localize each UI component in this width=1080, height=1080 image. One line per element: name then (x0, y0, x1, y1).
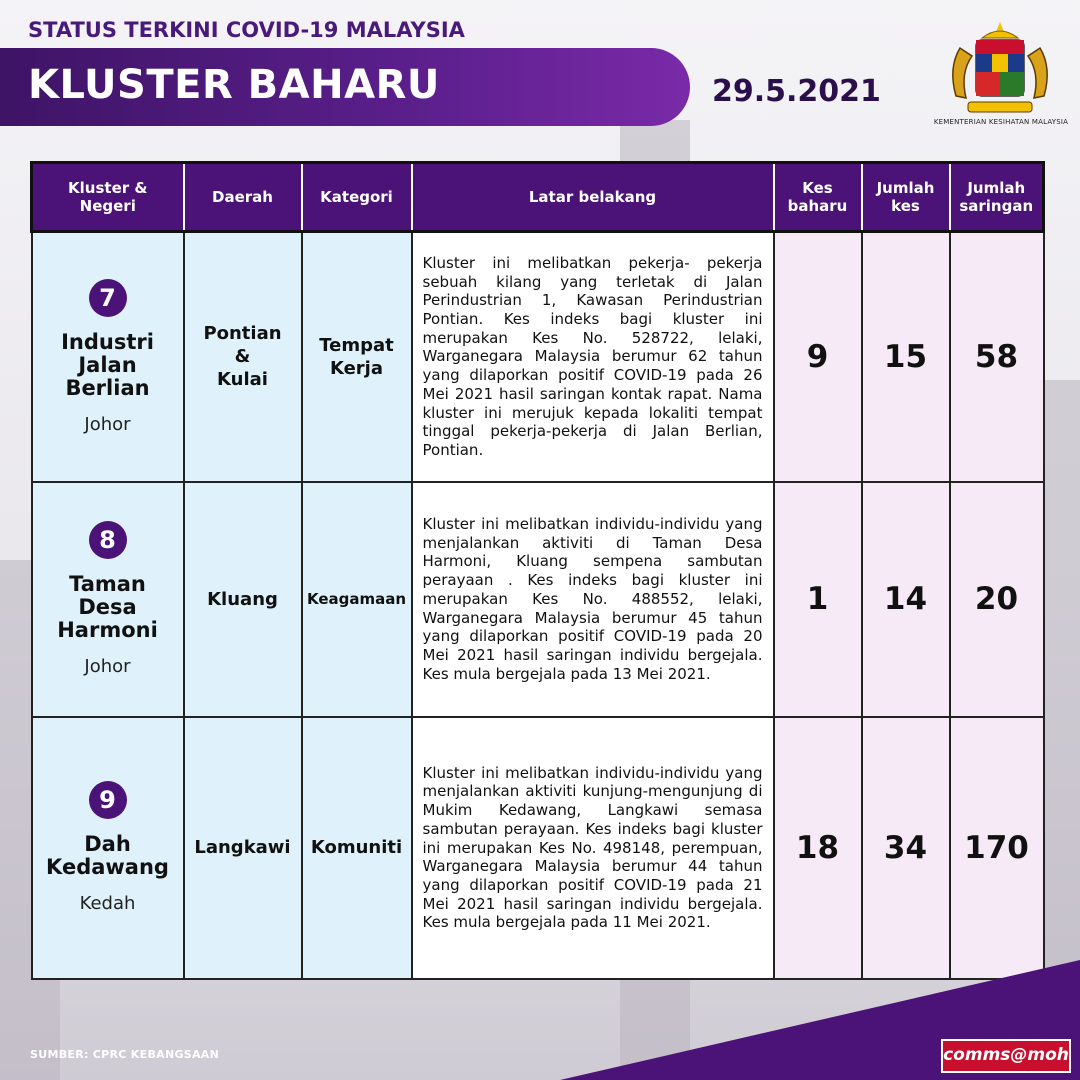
latar-cell (412, 717, 774, 979)
ministry-label: KEMENTERIAN KESIHATAN MALAYSIA (933, 118, 1069, 126)
latar-text: Kluster ini melibatkan pekerja- pekerja sebuah kilang yang terletak di Jalan Perindustrian 1, Kawasan Perindustrian Pontian. Kes indeks bagi kluster ini merupakan Kes No. 528722, lelaki, Warganegara Malaysia berumur 62 tahun yang dilaporkan positif COVID-19 pada 26 Mei 2021 hasil saringan kontak rapat. Nama kluster ini merujuk kepada lokaliti tempat tinggal pekerja-pekerja di Jalan Berlian, Pontian. (422, 253, 763, 459)
col-header-kes-baharu: Kes baharu (774, 163, 862, 232)
jumlah-saringan-cell: 20 (950, 482, 1044, 717)
table-header-row (32, 163, 1044, 232)
kategori-cell: Tempat Kerja (302, 232, 412, 482)
table-row (32, 717, 1044, 979)
table-row (32, 482, 1044, 717)
table-row (32, 232, 1044, 482)
source-label: SUMBER: CPRC KEBANGSAAN (30, 1048, 220, 1061)
jumlah-kes-cell: 34 (862, 717, 950, 979)
col-header-latar: Latar belakang (412, 163, 774, 232)
col-header-daerah: Daerah (184, 163, 302, 232)
latar-cell (412, 482, 774, 717)
cluster-name: Taman Desa Harmoni (57, 572, 158, 643)
daerah-cell: Kluang (184, 482, 302, 717)
jumlah-saringan-cell: 58 (950, 232, 1044, 482)
page-title: KLUSTER BAHARU (28, 62, 440, 108)
cluster-cell (32, 482, 184, 717)
col-header-kluster: Kluster & Negeri (32, 163, 184, 232)
col-header-kategori: Kategori (302, 163, 412, 232)
kategori-cell: Keagamaan (302, 482, 412, 717)
cluster-number-badge: 8 (89, 521, 127, 559)
kategori-cell: Komuniti (302, 717, 412, 979)
cluster-name: Dah Kedawang (46, 832, 169, 880)
jumlah-saringan-cell: 170 (950, 717, 1044, 979)
cluster-number-badge: 7 (89, 279, 127, 317)
brand-badge: comms@moh (941, 1039, 1071, 1073)
cluster-cell (32, 717, 184, 979)
cluster-state: Johor (84, 413, 131, 435)
daerah-cell: Langkawi (184, 717, 302, 979)
top-label: STATUS TERKINI COVID-19 MALAYSIA (28, 18, 465, 42)
date-label: 29.5.2021 (712, 74, 881, 109)
kes-baharu-cell: 9 (774, 232, 862, 482)
cluster-table (30, 161, 1045, 980)
jumlah-kes-cell: 15 (862, 232, 950, 482)
cluster-number-badge: 9 (89, 781, 127, 819)
latar-text: Kluster ini melibatkan individu-individu yang menjalankan aktiviti di Taman Desa Harmoni, Kluang sempena sambutan perayaan . Kes indeks bagi kluster ini merupakan Kes No. 488552, lelaki, Warganegara Malaysia berumur 45 tahun yang dilaporkan positif COVID-19 pada 20 Mei 2021 hasil saringan individu bergejala. Kes mula bergejala pada 13 Mei 2021. (422, 515, 763, 683)
jumlah-kes-cell: 14 (862, 482, 950, 717)
cluster-name: Industri Jalan Berlian (61, 329, 154, 400)
latar-text: Kluster ini melibatkan individu-individu yang menjalankan aktiviti kunjung-mengunjung di Mukim Kedawang, Langkawi semasa sambutan perayaan. Kes indeks bagi kluster ini merupakan Kes No. 498148, perempuan, Warganegara Malaysia berumur 44 tahun yang dilaporkan positif COVID-19 pada 21 Mei 2021 hasil saringan individu bergejala. Kes mula bergejala pada 11 Mei 2021. (422, 763, 763, 932)
daerah-cell: Pontian & Kulai (184, 232, 302, 482)
cluster-state: Johor (84, 656, 131, 678)
coat-of-arms-icon (938, 18, 1062, 130)
cluster-cell (32, 232, 184, 482)
col-header-jumlah-kes: Jumlah kes (862, 163, 950, 232)
kes-baharu-cell: 18 (774, 717, 862, 979)
col-header-jumlah-saringan: Jumlah saringan (950, 163, 1044, 232)
kes-baharu-cell: 1 (774, 482, 862, 717)
cluster-state: Kedah (79, 893, 136, 915)
latar-cell (412, 232, 774, 482)
